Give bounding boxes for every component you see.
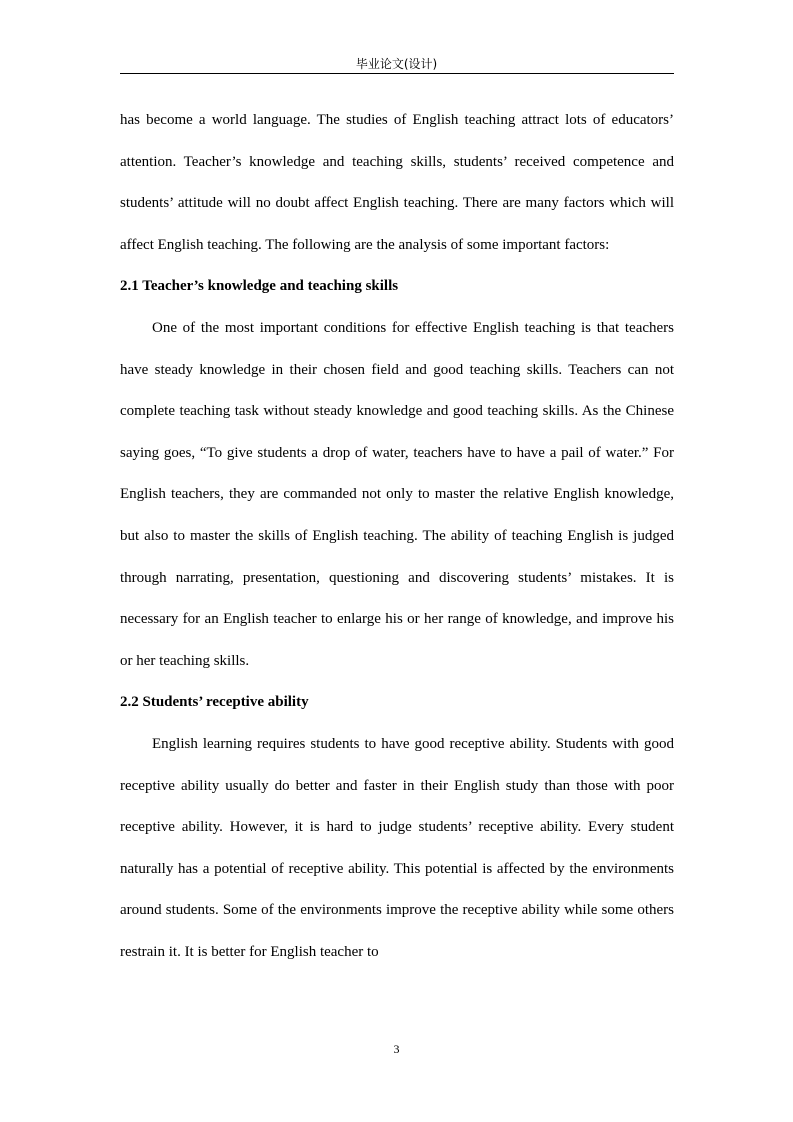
header-divider — [120, 73, 674, 74]
intro-paragraph: has become a world language. The studies of English teaching attract lots of educators’ attention. Teacher’s knowledge and teaching skills, students’ received competence and students’ attitude will no doubt affect English teaching. There are many factors which will affect English teaching. The following are the analysis of some important factors: — [120, 112, 674, 253]
body-text — [120, 100, 674, 973]
running-header: 毕业论文(设计) — [355, 57, 438, 71]
page-number: 3 — [393, 1042, 400, 1056]
section-2-1-paragraph: One of the most important conditions for effective English teaching is that teachers have steady knowledge in their chosen field and good teaching skills. Teachers can not complete teaching task without steady knowledge and good teaching skills. As the Chinese saying goes, “To give students a drop of water, teachers have to have a pail of water.” For English teachers, they are commanded not only to master the relative English knowledge, but also to master the skills of English teaching. The ability of teaching English is judged through narrating, presentation, questioning and discovering students’ mistakes. It is necessary for an English teacher to enlarge his or her range of knowledge, and improve his or her teaching skills. — [120, 319, 674, 669]
section-2-2-paragraph: English learning requires students to have good receptive ability. Students with good receptive ability usually do better and faster in their English study than those with poor receptive ability. However, it is hard to judge students’ receptive ability. Every student naturally has a potential of receptive ability. This potential is affected by the environments around students. Some of the environments improve the receptive ability while some others restrain it. It is better for English teacher to — [120, 735, 674, 960]
section-heading-2-2: 2.2 Students’ receptive ability — [120, 694, 309, 711]
section-heading-2-1: 2.1 Teacher’s knowledge and teaching skills — [120, 278, 399, 295]
